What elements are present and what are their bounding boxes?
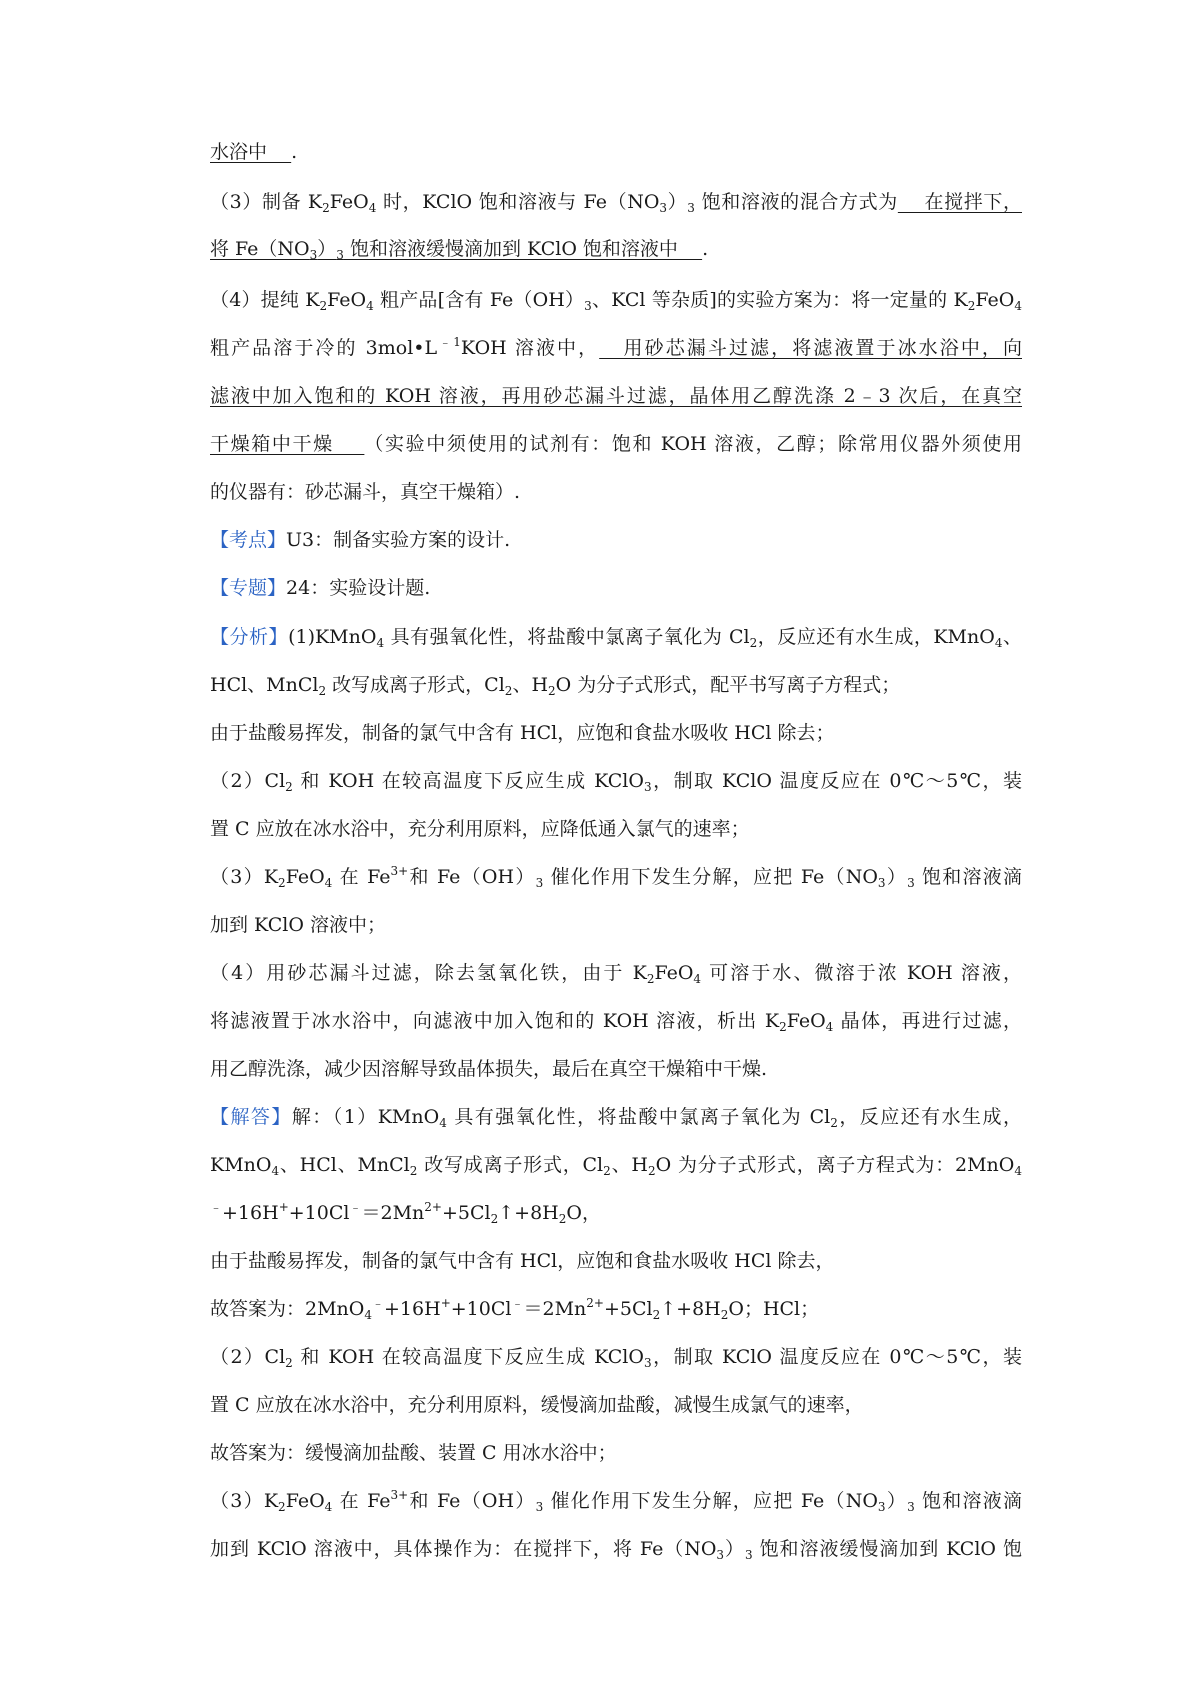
text-line-8: 的仪器有：砂芯漏斗，真空干燥箱）. [210,481,521,503]
text-line-6: 滤液中加入饱和的 KOH 溶液，再用砂芯漏斗过滤，晶体用乙醇洗涤 2﹣3 次后，在真空 [210,385,1022,407]
text-line-4: （4）提纯 $K_2FeO_4$ 粗产品[含有 $Fe(OH)_3$、KCl 等杂质]的实验方案为：将一定量的 $K_2FeO_4$ [210,289,1022,313]
text-line-25: 故答案为：$2MnO_4^﹣+16H^++10Cl^﹣=2Mn^{2+}+5Cl_2↑+8H_2O$；HCl； [210,1296,820,1322]
text-line-22: KMnO$_4$、HCl、MnCl$_2$ 改写成离子形式，$Cl_2$、$H_2O$ 为分子式形式，离子方程式为：2MnO$_4$ [210,1154,1022,1178]
text-line-14: $(2)Cl_2$ 和 KOH 在较高温度下反应生成 KClO$_3$，制取 KClO 温度反应在 0℃～5℃，装 [210,770,1023,794]
text-line-17: 加到 KClO 溶液中； [210,914,386,936]
text-line-10: 【专题】24：实验设计题. [210,577,431,599]
text-line-5: 粗产品溶于冷的 $3mol•L^{﹣1}KOH$ 溶液中， 用砂芯漏斗过滤，将滤液置于冰水浴中，向 [210,335,1022,359]
text-line-11: 【分析】(1)KMnO$_4$ 具有强氧化性，将盐酸中氯离子氧化为 $Cl_2$，反应还有水生成，KMnO$_4$、 [210,626,1022,650]
text-line-16: $(3)K_2FeO_4$ 在 $Fe^{3+}$和 $Fe(OH)_3$ 催化作用下发生分解，应把 $Fe(NO_3)_3$ 饱和溶液滴 [210,864,1023,890]
text-line-30: 加到 KClO 溶液中，具体操作为：在搅拌下，将 $Fe(NO_3)_3$ 饱和溶液缓慢滴加到 KClO 饱 [210,1538,1022,1562]
text-line-1: 水浴中 . [210,141,298,163]
text-line-26: $(2)Cl_2$ 和 KOH 在较高温度下反应生成 KClO$_3$，制取 KClO 温度反应在 0℃～5℃，装 [210,1346,1023,1370]
text-line-18: （4）用砂芯漏斗过滤，除去氢氧化铁，由于 $K_2FeO_4$ 可溶于水、微溶于浓 KOH 溶液， [210,962,1022,986]
text-line-15: 置 C 应放在冰水浴中，充分利用原料，应降低通入氯气的速率； [210,818,750,840]
text-line-21: 【解答】解：（1）KMnO$_4$ 具有强氧化性，将盐酸中氯离子氧化为 $Cl_2$，反应还有水生成， [210,1106,1022,1130]
text-line-27: 置 C 应放在冰水浴中，充分利用原料，缓慢滴加盐酸，减慢生成氯气的速率， [210,1394,864,1416]
text-line-2: （3）制备 $K_2FeO_4$ 时，KClO 饱和溶液与 $Fe(NO_3)_3$ 饱和溶液的混合方式为 在搅拌下， [210,191,1022,215]
text-line-3: 将 $Fe(NO_3)_3$ 饱和溶液缓慢滴加到 KClO 饱和溶液中 . [210,238,709,262]
text-line-23: $^﹣+16H^++10Cl^﹣=2Mn^{2+}+5Cl_2↑+8H_2O$， [210,1200,601,1226]
text-line-13: 由于盐酸易挥发，制备的氯气中含有 HCl，应饱和食盐水吸收 HCl 除去； [210,722,835,744]
text-line-24: 由于盐酸易挥发，制备的氯气中含有 HCl，应饱和食盐水吸收 HCl 除去， [210,1250,835,1272]
text-line-29: $(3)K_2FeO_4$ 在 $Fe^{3+}$和 $Fe(OH)_3$ 催化作用下发生分解，应把 $Fe(NO_3)_3$ 饱和溶液滴 [210,1488,1023,1514]
text-line-28: 故答案为：缓慢滴加盐酸、装置 C 用冰水浴中； [210,1442,617,1464]
text-line-19: 将滤液置于冰水浴中，向滤液中加入饱和的 KOH 溶液，析出 $K_2FeO_4$ 晶体，再进行过滤， [210,1010,1022,1034]
text-line-7: 干燥箱中干燥 （实验中须使用的试剂有：饱和 KOH 溶液，乙醇；除常用仪器外须使用 [210,433,1022,455]
text-line-20: 用乙醇洗涤，减少因溶解导致晶体损失，最后在真空干燥箱中干燥. [210,1058,768,1080]
text-line-12: HCl、MnCl$_2$ 改写成离子形式，$Cl_2$、$H_2O$ 为分子式形式，配平书写离子方程式； [210,674,901,698]
text-line-9: 【考点】U3：制备实验方案的设计. [210,529,511,551]
